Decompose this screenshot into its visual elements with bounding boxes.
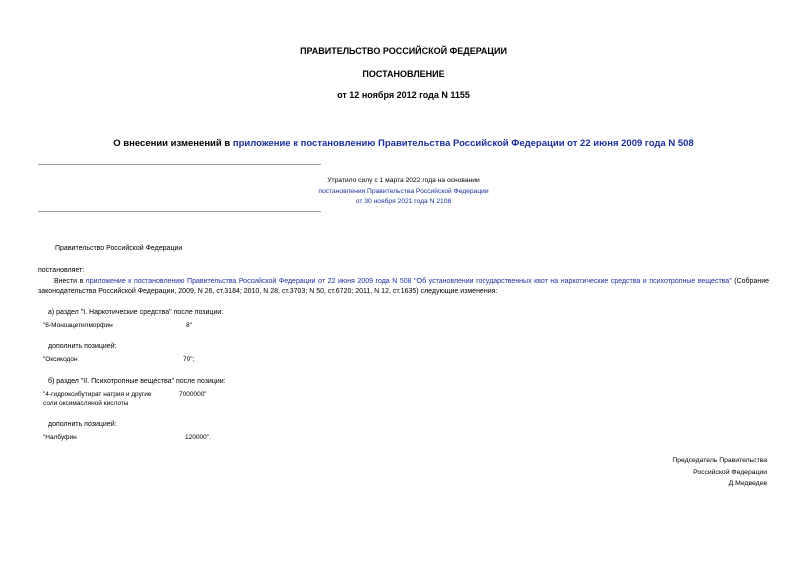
item-a-position-name: "6-Моноацетилморфин [43, 322, 113, 329]
document-title [0, 138, 807, 149]
title-link[interactable]: приложение к постановлению Правительства Российской Федерации от 22 июня 2009 года N 508 [232, 138, 694, 149]
note-top-rule [38, 164, 321, 165]
amend-prefix: Внести в [54, 278, 86, 285]
amendment-paragraph [38, 277, 769, 297]
item-a-position-value: 8" [186, 322, 192, 329]
item-b-position-name-1: "4-гидроксибутират натрия и другие [43, 391, 152, 398]
validity-note [230, 176, 577, 208]
add-position-label-1: дополнить позицией: [48, 343, 117, 350]
title-prefix: О внесении изменений в [113, 138, 233, 149]
note-link-2[interactable]: от 30 ноября 2021 года N 2108 [355, 198, 452, 205]
preamble: Правительство Российской Федерации [55, 245, 183, 252]
document-type: ПОСТАНОВЛЕНИЕ [362, 69, 445, 79]
item-a: а) раздел "I. Наркотические средства" после позиции: [48, 309, 224, 316]
signature-body: Российской Федерации [693, 468, 767, 476]
item-b-position-name-2: соли оксимасляной кислоты [43, 400, 129, 407]
document-date-number: от 12 ноября 2012 года N 1155 [337, 90, 470, 100]
note-bottom-rule [38, 211, 321, 212]
item-b-position-value: 7000000" [179, 391, 207, 398]
decides-label: постановляет: [38, 267, 85, 274]
signature-block [672, 455, 767, 490]
item-b: б) раздел "II. Психотропные вещества" после позиции: [48, 378, 226, 385]
item-a-new-name: "Оксикодон [43, 356, 78, 363]
signature-name: Д.Медведев [728, 480, 767, 487]
amend-title[interactable]: "Об установлении государственных квот на наркотические средства и психотропные вещества" [411, 278, 732, 285]
government-heading: ПРАВИТЕЛЬСТВО РОССИЙСКОЙ ФЕДЕРАЦИИ [300, 46, 507, 56]
item-a-new-value: 70"; [183, 356, 195, 363]
item-b-new-name: "Налбуфин [43, 434, 77, 441]
note-link-1[interactable]: постановления Правительства Российской Федерации [318, 187, 489, 195]
item-b-new-value: 120000". [185, 434, 211, 441]
signature-position: Председатель Правительства [672, 457, 767, 464]
amend-link[interactable]: приложение к постановлению Правительства Российской Федерации от 22 июня 2009 года N 508 [85, 278, 412, 285]
note-line-1: Утратило силу с 1 марта 2022 года на основании [327, 177, 480, 184]
amend-sources: (Собрание законодательства Российской Федерации, 2009, N 26, ст.3184; 2010, N 28, ст.3703; N 50, ст.6720; 2011, N 12, ст.1635) следующие изменения: [38, 278, 770, 295]
add-position-label-2: дополнить позицией: [48, 421, 117, 428]
